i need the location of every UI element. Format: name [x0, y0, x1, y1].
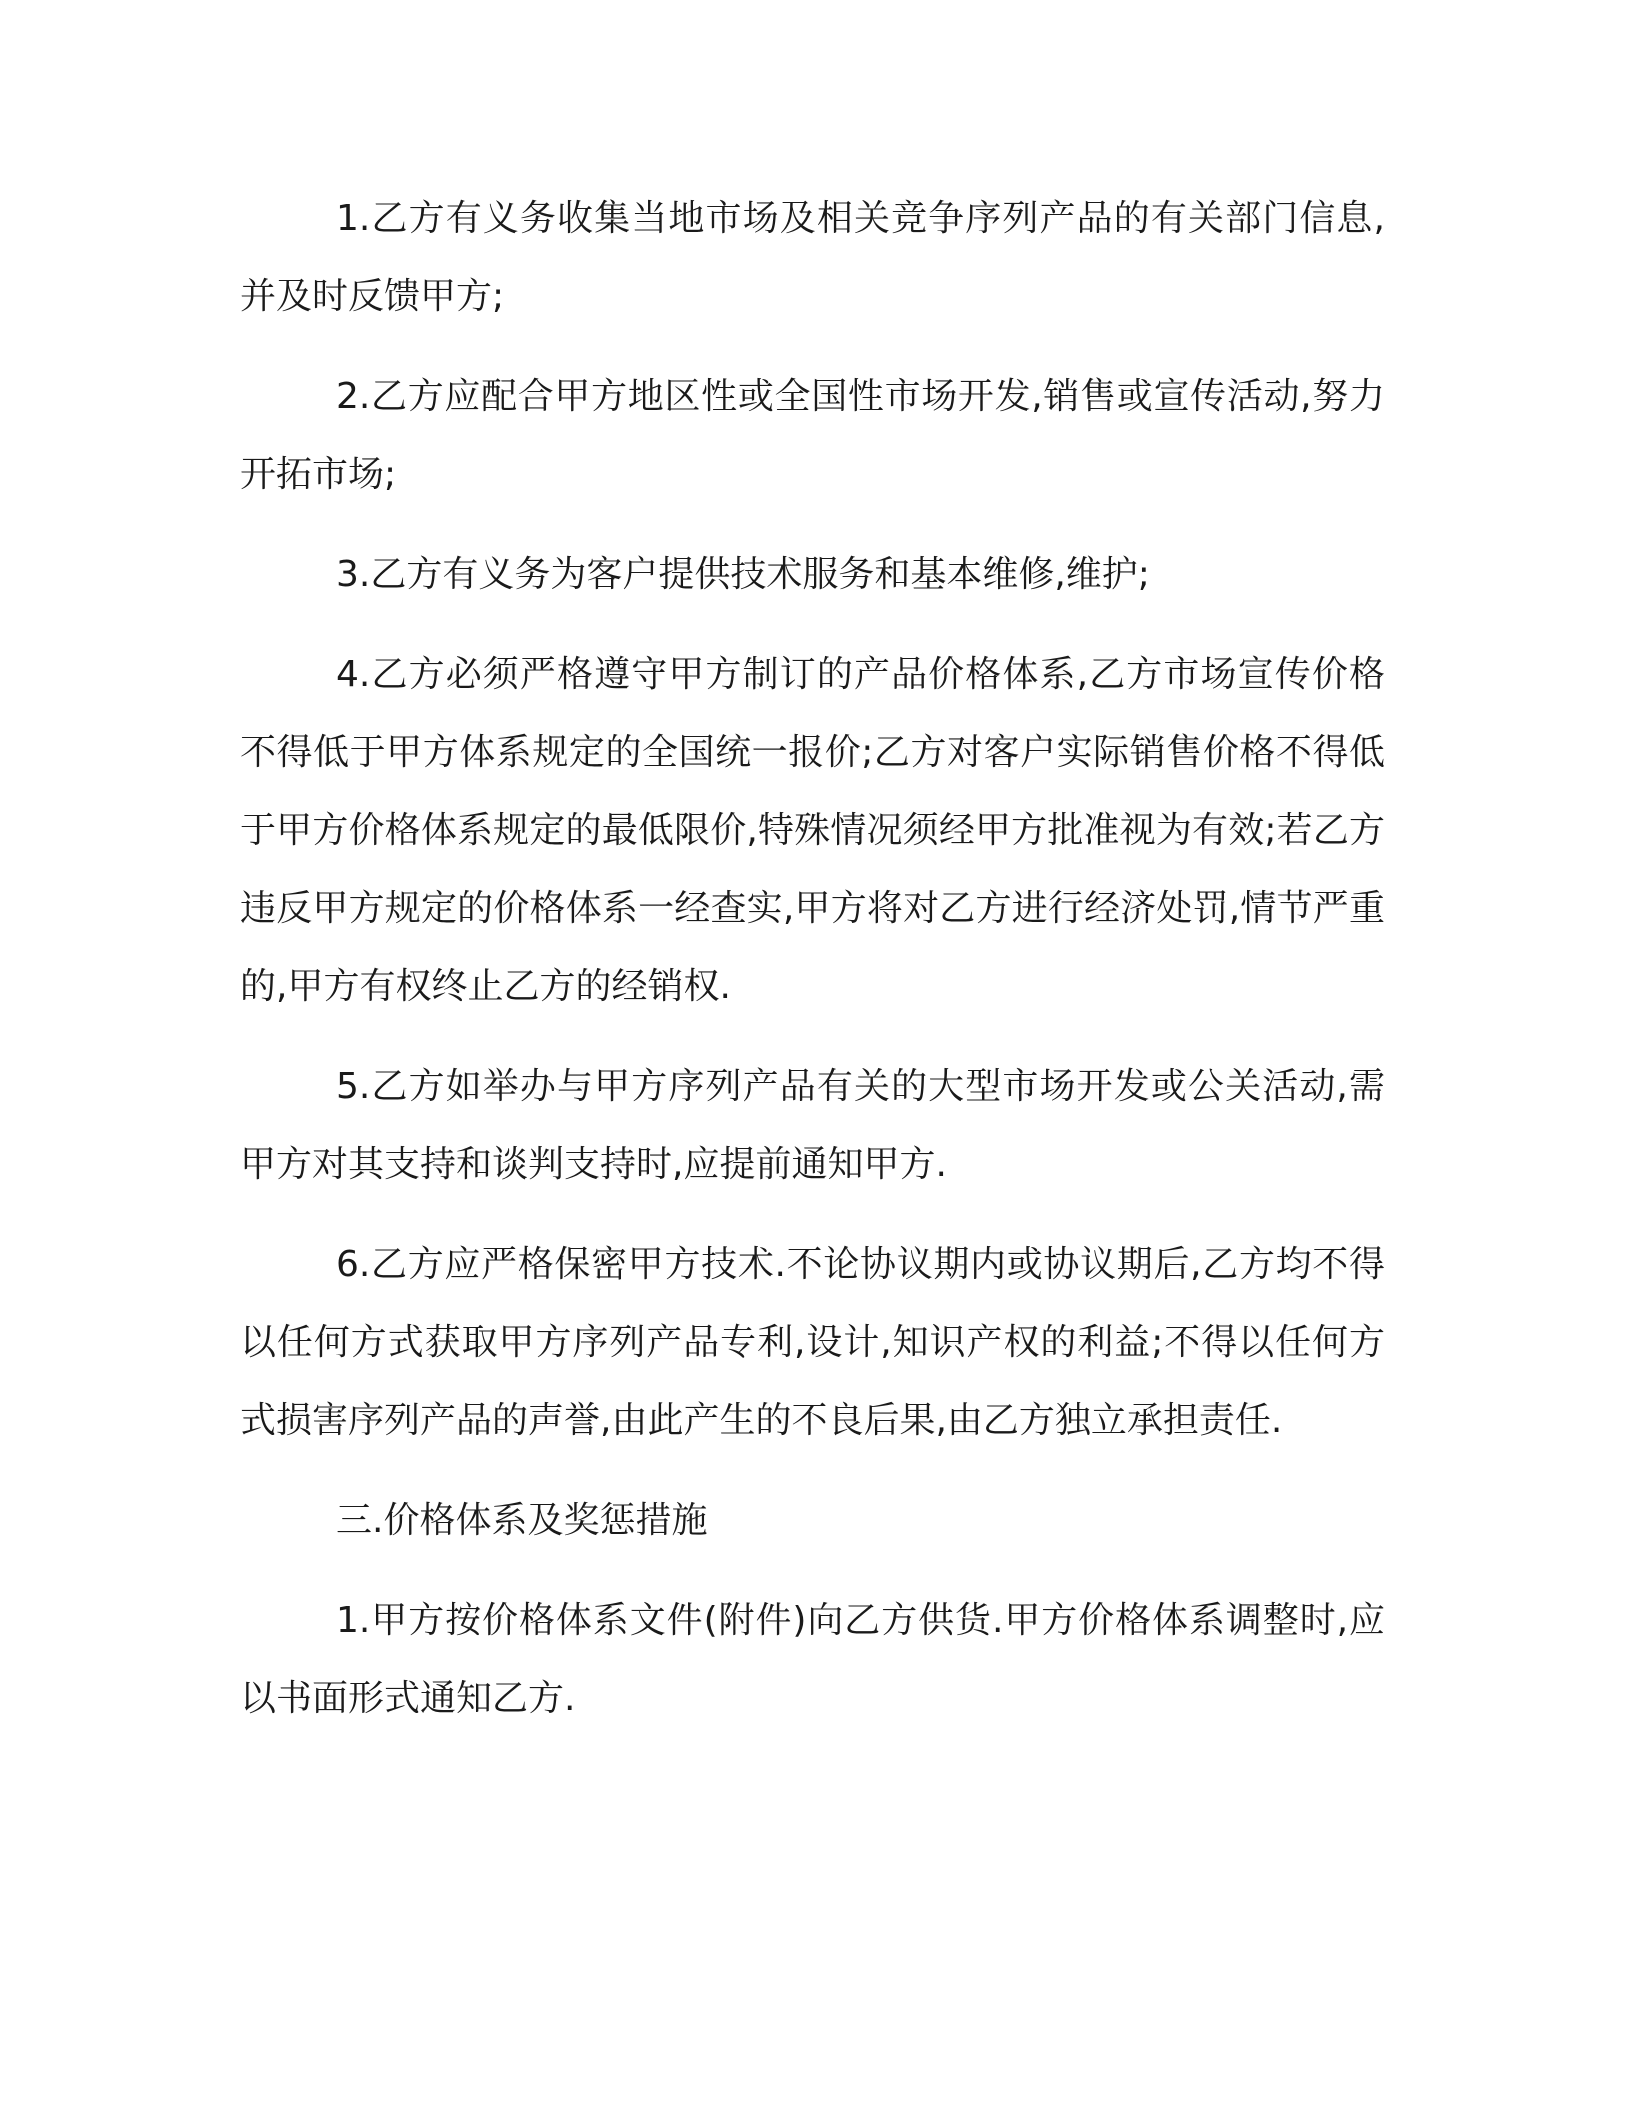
section-heading-price-system: 三.价格体系及奖惩措施 — [336, 1500, 708, 1541]
clause-obligation-5: 5.乙方如举办与甲方序列产品有关的大型市场开发或公关活动,需甲方对其支持和谈判支持时,应提前通知甲方. — [240, 1066, 1385, 1185]
clause-obligation-2: 2.乙方应配合甲方地区性或全国性市场开发,销售或宣传活动,努力开拓市场; — [240, 376, 1385, 495]
clause-obligation-1: 1.乙方有义务收集当地市场及相关竞争序列产品的有关部门信息,并及时反馈甲方; — [240, 198, 1385, 317]
clause-obligation-4: 4.乙方必须严格遵守甲方制订的产品价格体系,乙方市场宣传价格不得低于甲方体系规定的全国统一报价;乙方对客户实际销售价格不得低于甲方价格体系规定的最低限价,特殊情况须经甲方批准视为有效;若乙方违反甲方规定的价格体系一经查实,甲方将对乙方进行经济处罚,情节严重的,甲方有权终止乙方的经销权. — [240, 654, 1385, 1007]
clause-price-1: 1.甲方按价格体系文件(附件)向乙方供货.甲方价格体系调整时,应以书面形式通知乙方. — [240, 1600, 1385, 1719]
clause-obligation-3: 3.乙方有义务为客户提供技术服务和基本维修,维护; — [336, 554, 1150, 595]
clause-obligation-6: 6.乙方应严格保密甲方技术.不论协议期内或协议期后,乙方均不得以任何方式获取甲方序列产品专利,设计,知识产权的利益;不得以任何方式损害序列产品的声誉,由此产生的不良后果,由乙方独立承担责任. — [240, 1244, 1385, 1441]
document-body — [240, 180, 1385, 1760]
